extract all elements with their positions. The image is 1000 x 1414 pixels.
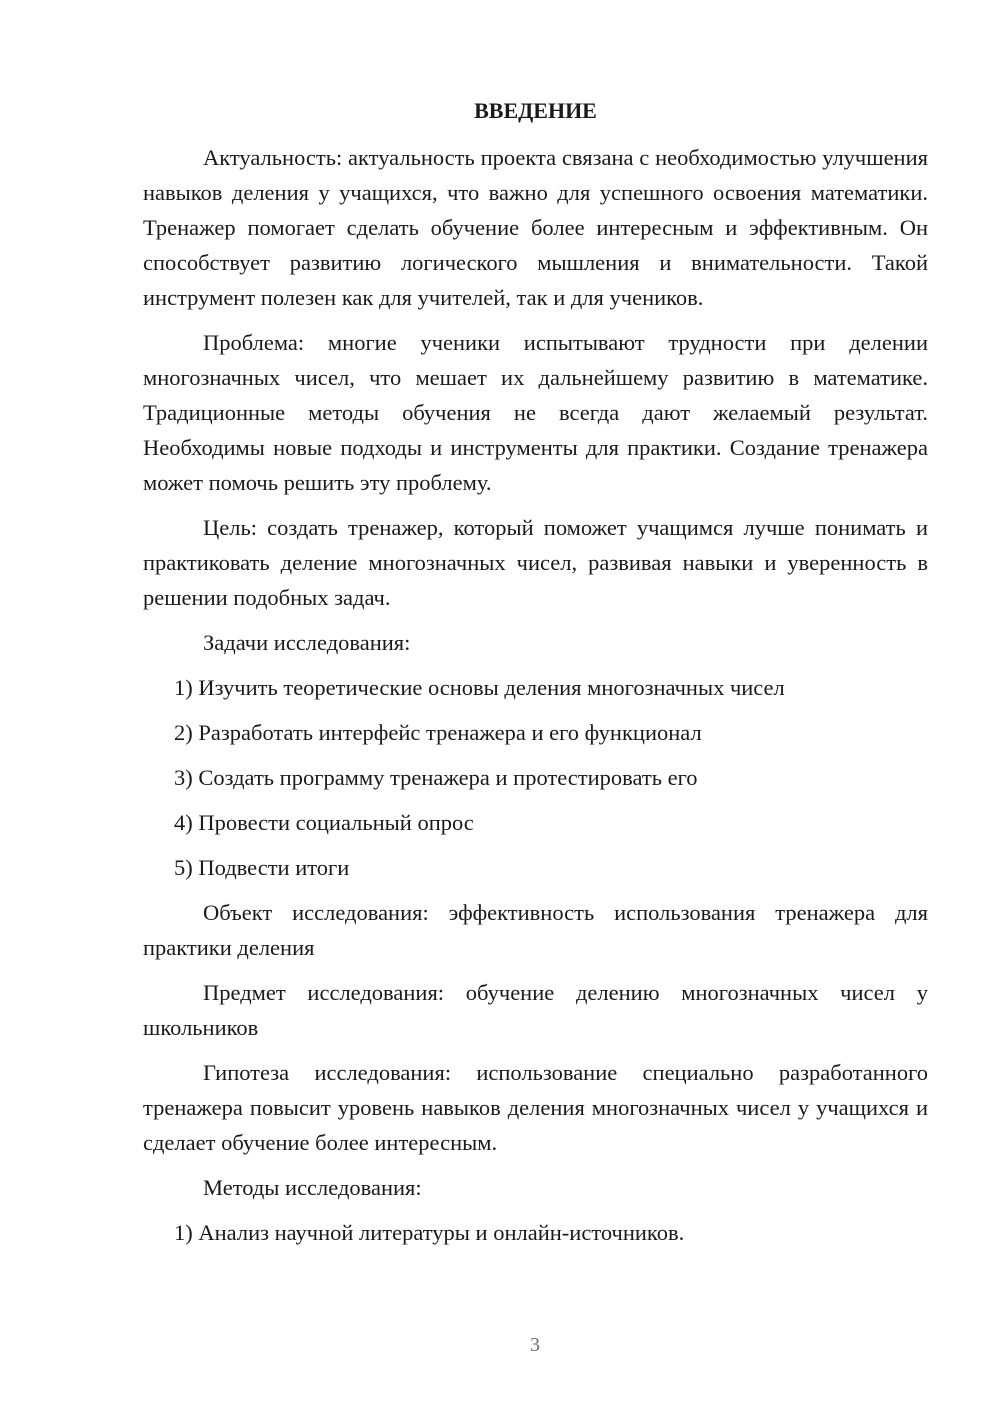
list-item: 2) Разработать интерфейс тренажера и его функционал — [174, 720, 702, 745]
paragraph-relevance: Актуальность: актуальность проекта связана с необходимостью улучшения навыков деления у учащихся, что важно для успешного освоения математики. Тренажер помогает сделать обучение более интересным и эффективным. Он способствует развитию логического мышления и внимательности. Такой инструмент полезен как для учителей, так и для учеников. — [143, 145, 928, 310]
methods-list — [143, 1215, 928, 1250]
list-item: 3) Создать программу тренажера и протестировать его — [174, 765, 698, 790]
list-item: 1) Анализ научной литературы и онлайн-источников. — [174, 1220, 685, 1245]
tasks-label: Задачи исследования: — [203, 630, 411, 655]
methods-label: Методы исследования: — [203, 1175, 422, 1200]
page-number: 3 — [530, 1334, 540, 1356]
paragraph-goal: Цель: создать тренажер, который поможет учащимся лучше понимать и практиковать деление многозначных чисел, развивая навыки и уверенность в решении подобных задач. — [143, 515, 928, 610]
list-item: 1) Изучить теоретические основы деления многозначных чисел — [174, 675, 785, 700]
section-heading: ВВЕДЕНИЕ — [474, 98, 597, 123]
paragraph-object: Объект исследования: эффективность использования тренажера для практики деления — [143, 900, 928, 960]
paragraph-subject: Предмет исследования: обучение делению многозначных чисел у школьников — [143, 980, 928, 1040]
paragraph-problem: Проблема: многие ученики испытывают трудности при делении многозначных чисел, что мешает их дальнейшему развитию в математике. Традиционные методы обучения не всегда дают желаемый результат. Необходимы новые подходы и инструменты для практики. Создание тренажера может помочь решить эту проблему. — [143, 330, 928, 495]
list-item: 5) Подвести итоги — [174, 855, 350, 880]
document-page — [143, 96, 928, 1260]
paragraph-hypothesis: Гипотеза исследования: использование специально разработанного тренажера повысит уровень навыков деления многозначных чисел у учащихся и сделает обучение более интересным. — [143, 1060, 928, 1155]
tasks-list — [143, 670, 928, 885]
list-item: 4) Провести социальный опрос — [174, 810, 474, 835]
